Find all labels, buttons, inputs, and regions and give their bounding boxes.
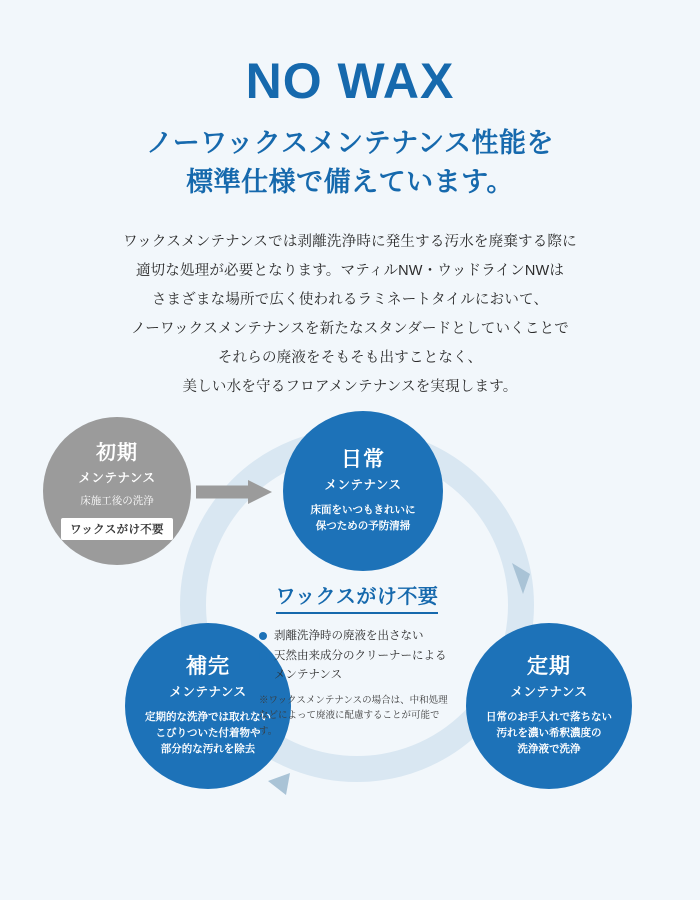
node-daily-desc	[311, 502, 416, 535]
header-block	[0, 0, 700, 402]
intro-line: 適切な処理が必要となります。マティルNW・ウッドラインNWは	[135, 262, 565, 279]
node-daily-desc-line: 保つための予防清掃	[315, 520, 411, 533]
center-footnote: ※ワックスメンテナンスの場合は、中和処理などによって廃液に配慮することが可能です。	[259, 695, 448, 737]
node-regular-maintenance[interactable]	[466, 623, 632, 789]
page-subtitle-line-2: 標準仕様で備えています。	[186, 166, 514, 197]
node-daily-maintenance[interactable]	[283, 411, 443, 571]
node-regular-title: 定期	[527, 654, 571, 678]
node-initial-subtitle: メンテナンス	[78, 471, 156, 486]
node-daily-subtitle: メンテナンス	[324, 477, 402, 492]
node-supplement-title: 補完	[186, 654, 230, 678]
node-regular-subtitle: メンテナンス	[510, 684, 588, 699]
intro-line: さまざまな場所で広く使われるラミネートタイルにおいて、	[151, 291, 549, 308]
node-daily-desc-line: 床面をいつもきれいに	[310, 503, 416, 516]
node-regular-desc-line: 洗浄液で洗浄	[517, 743, 581, 756]
node-regular-desc	[486, 709, 612, 758]
node-initial-desc: 床施工後の洗浄	[80, 495, 154, 508]
intro-paragraph	[60, 228, 640, 402]
center-heading: ワックスがけ不要	[276, 580, 439, 614]
node-initial-badge: ワックスがけ不要	[61, 518, 173, 540]
intro-line: ワックスメンテナンスでは剥離洗浄時に発生する汚水を廃棄する際に	[123, 233, 577, 250]
page-subtitle-line-1: ノーワックスメンテナンス性能を	[146, 127, 554, 158]
node-supplement-subtitle: メンテナンス	[169, 684, 247, 699]
node-regular-desc-line: 日常のお手入れで落ちない	[486, 710, 612, 723]
node-daily-title: 日常	[341, 447, 385, 471]
node-initial-title: 初期	[96, 442, 138, 465]
page-title: NO WAX	[245, 53, 455, 109]
arrowhead-bottom	[268, 773, 290, 795]
node-supplement-desc-line: 部分的な汚れを除去	[160, 743, 256, 756]
page-subtitle	[0, 124, 700, 202]
intro-line: それらの廃液をそもそも出すことなく、	[217, 349, 483, 366]
center-bullet-item: 剥離洗浄時の廃液を出さない	[259, 627, 455, 645]
center-bullet-list	[259, 627, 455, 684]
node-initial-maintenance[interactable]	[43, 417, 191, 565]
intro-line: ノーワックスメンテナンスを新たなスタンダードとしていくことで	[131, 320, 569, 337]
node-supplement-desc-line: こびりついた付着物や	[155, 726, 261, 739]
cycle-center-block	[252, 580, 462, 739]
node-regular-desc-line: 汚れを濃い希釈濃度の	[496, 726, 602, 739]
center-bullet-item: 天然由来成分のクリーナーによるメンテナンス	[259, 647, 455, 684]
intro-line: 美しい水を守るフロアメンテナンスを実現します。	[182, 378, 518, 395]
node-supplement-desc-line: 定期的な洗浄では取れない	[145, 710, 271, 723]
maintenance-cycle-diagram	[0, 395, 700, 855]
